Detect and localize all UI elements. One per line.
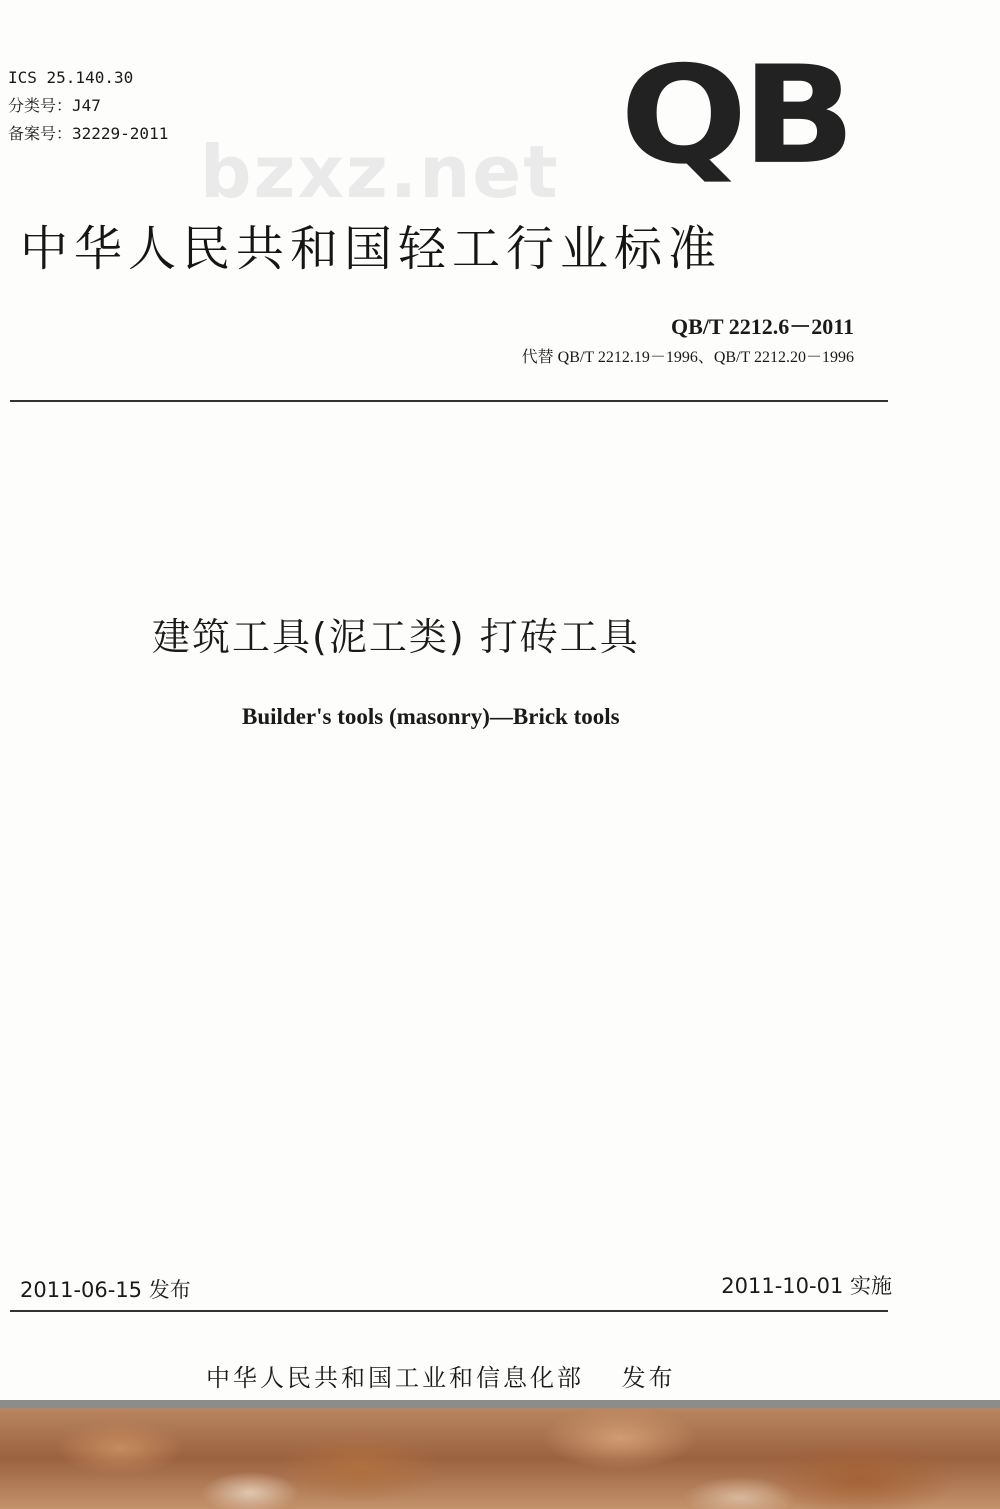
filing-number: 备案号：32229-2011 bbox=[8, 124, 169, 143]
title-chinese: 建筑工具(泥工类) 打砖工具 bbox=[152, 615, 640, 659]
rock-texture-image bbox=[0, 1408, 1000, 1509]
category-code: 分类号：J47 bbox=[8, 96, 101, 115]
title-english: Builder's tools (masonry)—Brick tools bbox=[242, 704, 620, 729]
header-divider bbox=[10, 400, 888, 402]
implementation-date: 2011-10-01 实施 bbox=[721, 1274, 892, 1298]
replaces-note: 代替 QB/T 2212.19－1996、QB/T 2212.20－1996 bbox=[521, 349, 854, 366]
qb-logo: QB bbox=[620, 37, 850, 195]
document-metadata bbox=[8, 64, 168, 148]
issue-date: 2011-06-15 发布 bbox=[20, 1278, 191, 1302]
page-edge-bar bbox=[0, 1400, 1000, 1408]
ics-code: ICS 25.140.30 bbox=[8, 68, 134, 87]
publisher: 中华人民共和国工业和信息化部 发布 bbox=[206, 1364, 676, 1392]
standard-number: QB/T 2212.6－2011 bbox=[671, 314, 854, 339]
standard-type-heading: 中华人民共和国轻工行业标准 bbox=[20, 221, 723, 277]
watermark: bzxz.net bbox=[200, 130, 560, 214]
footer-divider bbox=[10, 1310, 888, 1312]
